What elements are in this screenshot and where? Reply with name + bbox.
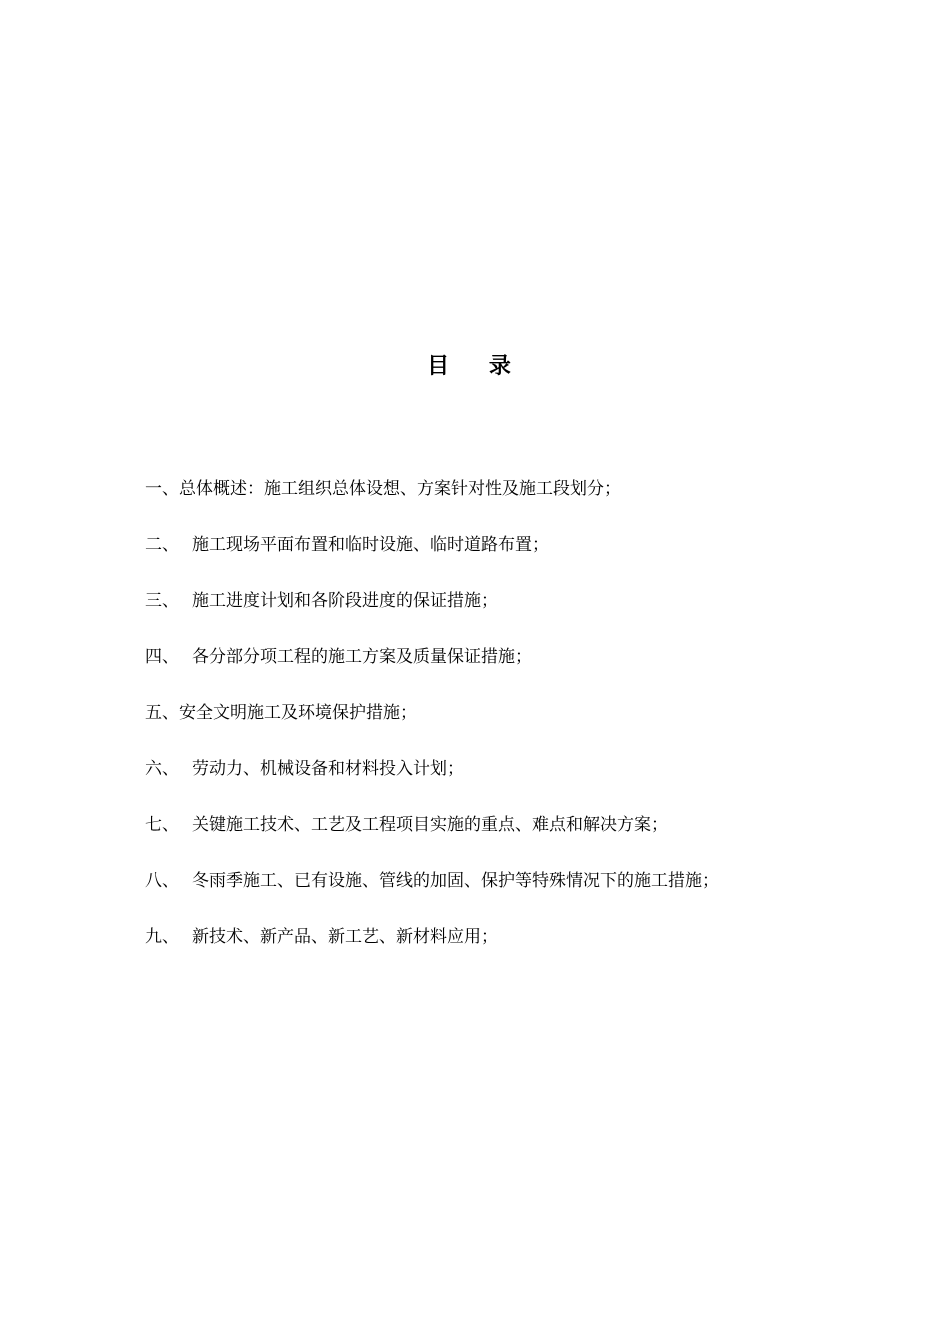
toc-item-text: 劳动力、机械设备和材料投入计划； bbox=[192, 759, 464, 779]
toc-item-number: 一、 bbox=[145, 479, 179, 499]
toc-item bbox=[145, 532, 845, 588]
toc-item bbox=[145, 700, 845, 756]
toc-item-number: 五、 bbox=[145, 703, 179, 723]
toc-item-number: 四、 bbox=[145, 647, 179, 667]
toc-item-text: 总体概述：施工组织总体设想、方案针对性及施工段划分； bbox=[179, 479, 621, 499]
toc-item-number: 二、 bbox=[145, 535, 179, 555]
toc-item-number: 六、 bbox=[145, 759, 179, 779]
toc-item bbox=[145, 924, 845, 980]
toc-item bbox=[145, 756, 845, 812]
toc-item-text: 施工现场平面布置和临时设施、临时道路布置； bbox=[192, 535, 549, 555]
toc-item-number: 三、 bbox=[145, 591, 179, 611]
toc-item-number: 七、 bbox=[145, 815, 179, 835]
toc-item-number: 八、 bbox=[145, 871, 179, 891]
toc-item bbox=[145, 588, 845, 644]
toc-item-text: 新技术、新产品、新工艺、新材料应用； bbox=[192, 927, 498, 947]
toc-item bbox=[145, 476, 845, 532]
toc-item-text: 冬雨季施工、已有设施、管线的加固、保护等特殊情况下的施工措施； bbox=[192, 871, 719, 891]
toc-item-number: 九、 bbox=[145, 927, 179, 947]
toc-item bbox=[145, 644, 845, 700]
toc-item-text: 关键施工技术、工艺及工程项目实施的重点、难点和解决方案； bbox=[192, 815, 668, 835]
table-of-contents bbox=[145, 476, 845, 980]
page-title: 目 录 bbox=[427, 353, 527, 379]
toc-item bbox=[145, 868, 845, 924]
toc-item-text: 施工进度计划和各阶段进度的保证措施； bbox=[192, 591, 498, 611]
toc-item bbox=[145, 812, 845, 868]
toc-item-text: 安全文明施工及环境保护措施； bbox=[179, 703, 417, 723]
toc-item-text: 各分部分项工程的施工方案及质量保证措施； bbox=[192, 647, 532, 667]
